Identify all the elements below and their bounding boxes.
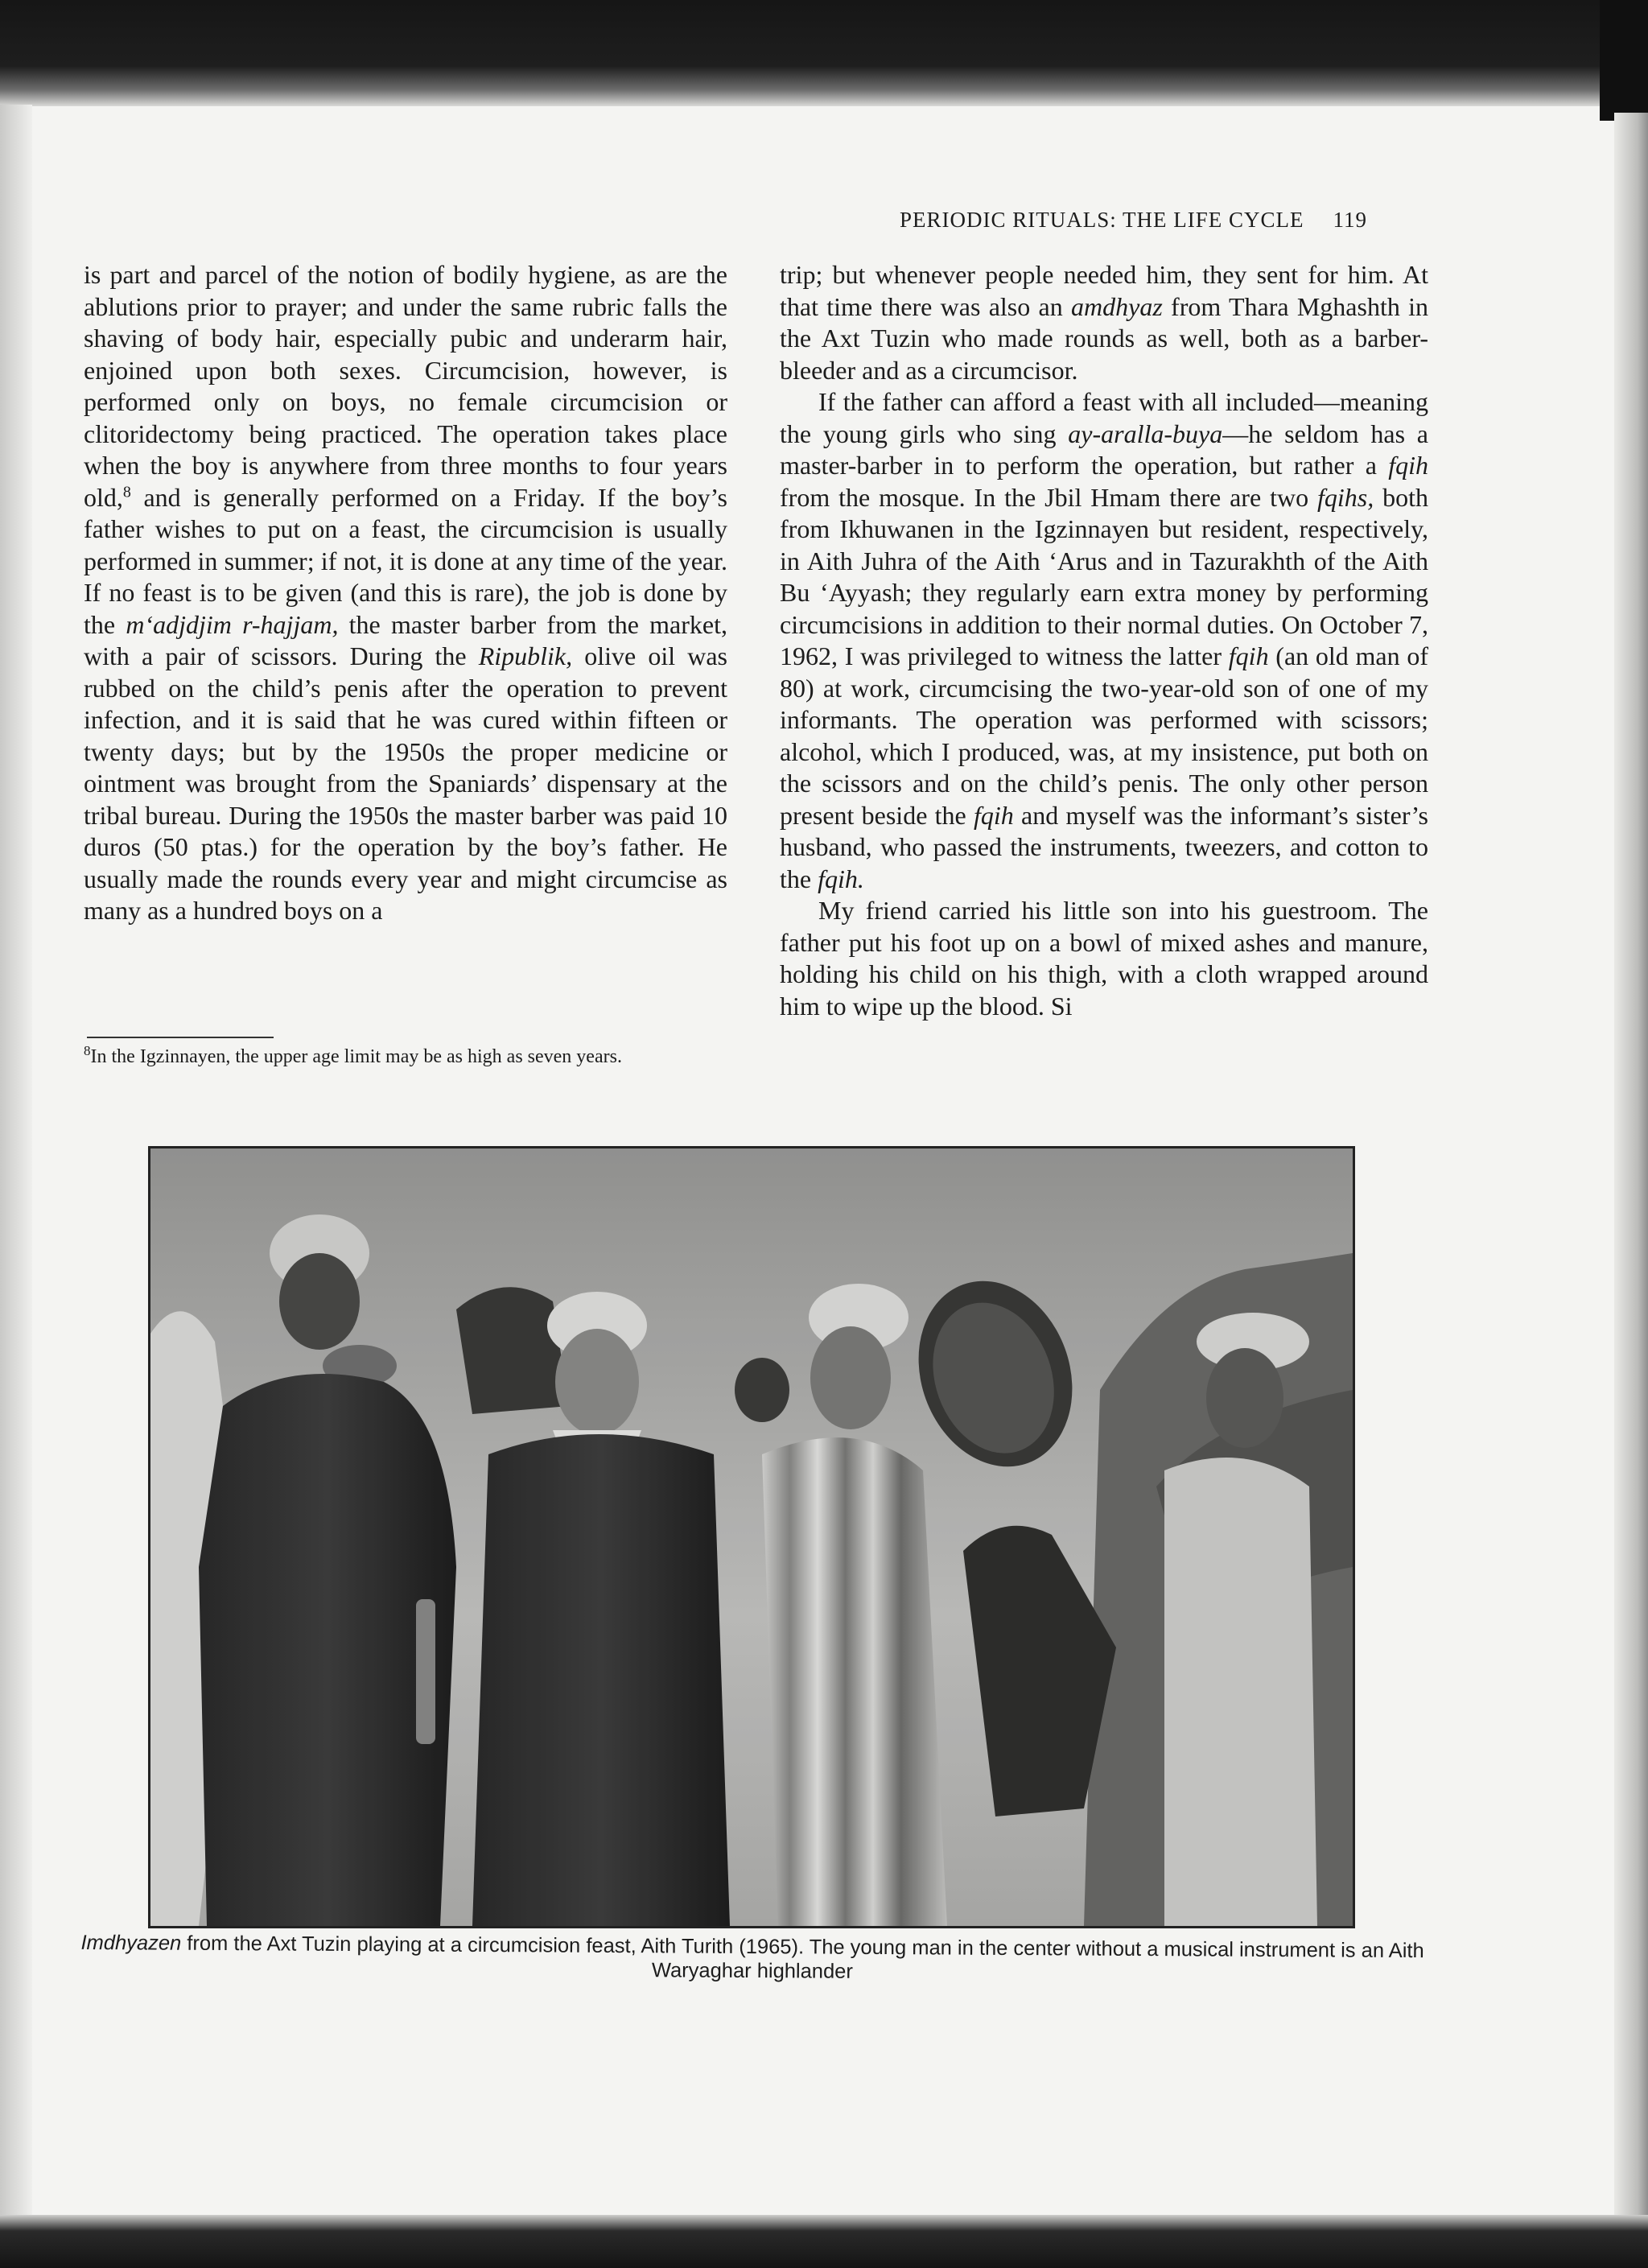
text-run: My friend carried his little son into his guestroom. The father put his foot up on a bowl of mixed ashes and manure, holding his child on his thigh, with a cloth wrapped around him to wipe up the blood. Si bbox=[780, 896, 1428, 1021]
italic-term: fqih bbox=[973, 800, 1014, 830]
text-run: olive oil was rubbed on the child’s penis after the operation to prevent infection, and it is said that he was cured within fifteen or twenty days; but by the 1950s the proper medicine or ointment was brought from the Spaniards’ dispensary at the tribal bureau. During the 1950s the master barber was paid 10 duros (50 ptas.) for the operation by the boy’s father. He usually made the rounds every year and might circumcise as many as a hundred boys on a bbox=[84, 641, 728, 925]
running-head-title: PERIODIC RITUALS: THE LIFE CYCLE bbox=[900, 208, 1304, 232]
text-run: both from Ikhuwanen in the Igzinnayen but resident, respectively, in Aith Juhra of the Aith ‘Arus and in Tazurakhth of the Aith Bu ‘Ayyash; they regularly earn extra money by performing circumcisions in addition to their normal duties. On October 7, 1962, I was privileged to witness the latter bbox=[780, 482, 1429, 670]
text-run: and is generally performed on a Friday. If the boy’s father wishes to put on a feast, the circumcision is usually performed in summer; if not, it is done at any time of the year. If no feast is to be given (and this is rare), the job is done by the bbox=[84, 482, 727, 639]
photo-caption bbox=[72, 1931, 1432, 1987]
right-paragraph-1 bbox=[780, 259, 1428, 386]
footnote-marker: 8 bbox=[84, 1043, 91, 1058]
text-run: and myself was the informant’s sister’s husband, who passed the instruments, tweezers, and cotton to the bbox=[780, 800, 1428, 893]
text-run: from Thara Mghashth in the Axt Tuzin who made rounds as well, both as a barber-bleeder and as a circumcisor. bbox=[780, 291, 1429, 385]
italic-term: fqihs, bbox=[1316, 482, 1374, 512]
left-text-column bbox=[84, 259, 727, 927]
scan-top-border bbox=[0, 0, 1648, 106]
right-paragraph-2 bbox=[780, 386, 1428, 895]
italic-term: fqih. bbox=[818, 864, 864, 893]
scan-corner-shadow bbox=[1600, 0, 1648, 121]
text-run: is part and parcel of the notion of bodily hygiene, as are the ablutions prior to prayer; and under the same rubric falls the shaving of body hair, especially pubic and underarm hair, enjoined upon both sexes. Circumcision, however, is performed only on boys, no female circumcision or clitoridectomy being practiced. The operation takes place when the boy is anywhere from three months to four years old, bbox=[84, 260, 727, 512]
italic-term: amdhyaz bbox=[1071, 291, 1163, 321]
scan-bottom-border bbox=[0, 2215, 1648, 2268]
text-run: —he seldom has a master-barber in to perform the operation, but rather a bbox=[780, 419, 1429, 480]
text-run: If the father can afford a feast with all included—meaning the young girls who sing bbox=[780, 387, 1428, 448]
right-paragraph-3 bbox=[780, 895, 1428, 1022]
photograph bbox=[148, 1146, 1355, 1928]
right-text-column bbox=[780, 259, 1428, 1022]
italic-term: ay-aralla-buya bbox=[1068, 419, 1223, 448]
italic-term: fqih bbox=[1228, 641, 1269, 670]
text-run: trip; but whenever people needed him, they sent for him. At that time there was also an bbox=[780, 260, 1428, 321]
photograph-musicians-image bbox=[150, 1148, 1353, 1926]
italic-term: fqih bbox=[1388, 451, 1428, 480]
italic-term: m‘adjdjim r-hajjam, bbox=[126, 609, 339, 639]
text-run: from the Axt Tuzin playing at a circumcision feast, Aith Turith (1965). The young man in the center without a musical instrument is an Aith Waryaghar highlander bbox=[181, 1932, 1424, 1983]
text-run: In the Igzinnayen, the upper age limit may be as high as seven years. bbox=[90, 1046, 622, 1067]
left-paragraph-1 bbox=[84, 259, 727, 927]
page-number: 119 bbox=[1333, 208, 1367, 232]
scan-right-edge bbox=[1614, 113, 1648, 2221]
footnote-8 bbox=[84, 1045, 727, 1069]
italic-term: Ripublik, bbox=[478, 641, 573, 670]
running-head bbox=[900, 208, 1367, 233]
text-run: (an old man of 80) at work, circumcising the two-year-old son of one of my informants. The operation was performed with scissors; alcohol, which I produced, was, at my insistence, put both on the scissors and on the child’s penis. The only other person present beside the bbox=[780, 641, 1429, 830]
text-run: from the mosque. In the Jbil Hmam there are two bbox=[780, 482, 1317, 512]
italic-term: Imdhyazen bbox=[80, 1931, 182, 1955]
footnote-marker: 8 bbox=[122, 482, 131, 501]
scan-left-edge bbox=[0, 105, 32, 2221]
footnote-rule bbox=[87, 1037, 274, 1038]
text-run: the master barber from the market, with a pair of scissors. During the bbox=[84, 609, 727, 670]
